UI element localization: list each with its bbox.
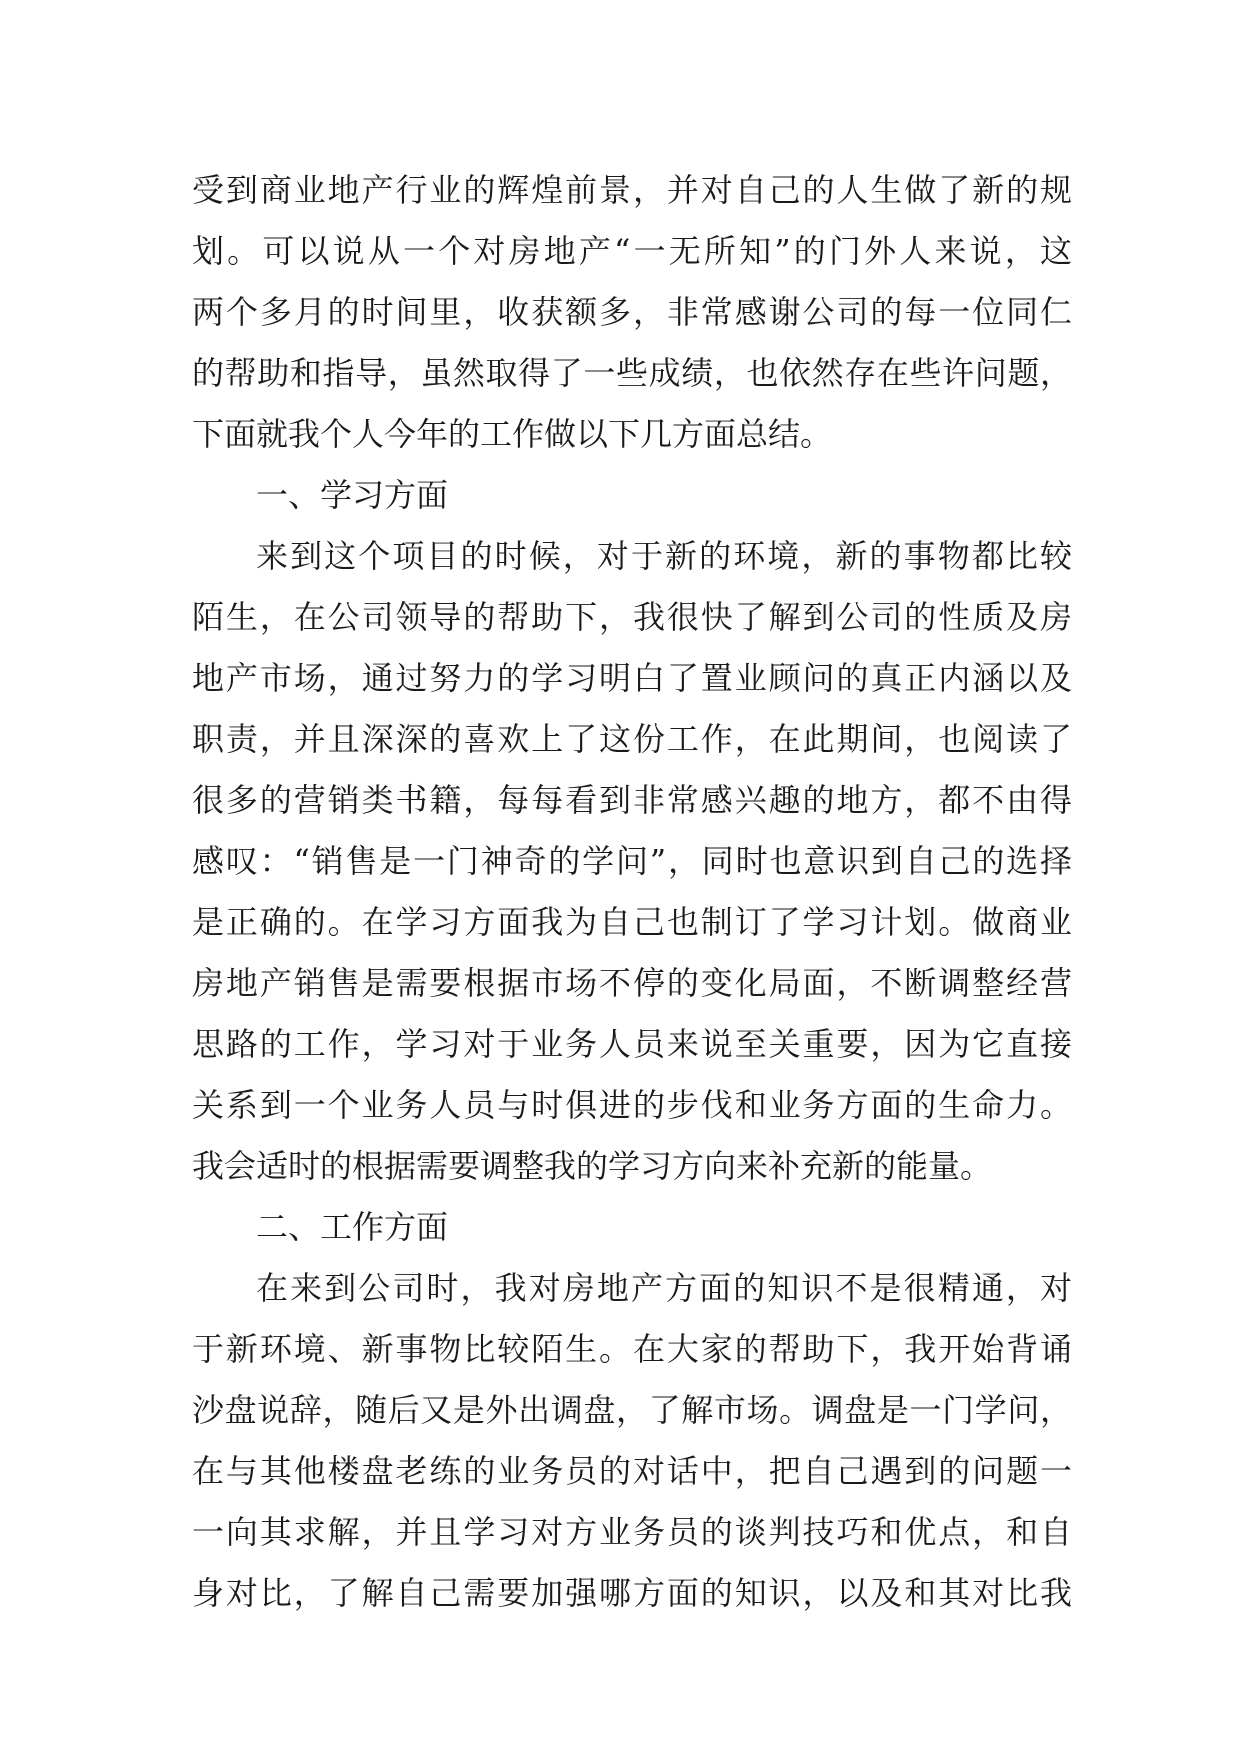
text-line: 划。可以说从一个对房地产“一无所知”的门外人来说，这 <box>192 232 1072 270</box>
text-line: 很多的营销类书籍，每每看到非常感兴趣的地方，都不由得 <box>192 781 1072 819</box>
text-line: 职责，并且深深的喜欢上了这份工作，在此期间，也阅读了 <box>192 720 1072 758</box>
text-line: 于新环境、新事物比较陌生。在大家的帮助下，我开始背诵 <box>192 1330 1072 1368</box>
text-line: 在来到公司时，我对房地产方面的知识不是很精通，对 <box>256 1269 1072 1307</box>
text-line: 陌生，在公司领导的帮助下，我很快了解到公司的性质及房 <box>192 598 1072 636</box>
text-line: 房地产销售是需要根据市场不停的变化局面，不断调整经营 <box>192 964 1072 1002</box>
text-line: 一向其求解，并且学习对方业务员的谈判技巧和优点，和自 <box>192 1513 1072 1551</box>
text-line: 思路的工作，学习对于业务人员来说至关重要，因为它直接 <box>192 1025 1072 1063</box>
text-line: 身对比，了解自己需要加强哪方面的知识，以及和其对比我 <box>192 1574 1072 1612</box>
document-page <box>192 160 1072 1624</box>
text-line: 是正确的。在学习方面我为自己也制订了学习计划。做商业 <box>192 903 1072 941</box>
section-heading-study: 一、学习方面 <box>256 476 449 514</box>
text-line: 关系到一个业务人员与时俱进的步伐和业务方面的生命力。 <box>192 1086 1072 1124</box>
text-line: 沙盘说辞，随后又是外出调盘，了解市场。调盘是一门学问， <box>192 1391 1072 1429</box>
text-line: 两个多月的时间里，收获额多，非常感谢公司的每一位同仁 <box>192 293 1072 331</box>
text-line: 受到商业地产行业的辉煌前景，并对自己的人生做了新的规 <box>192 171 1072 209</box>
text-line: 来到这个项目的时候，对于新的环境，新的事物都比较 <box>256 537 1072 575</box>
text-line: 的帮助和指导，虽然取得了一些成绩，也依然存在些许问题， <box>192 354 1072 392</box>
section-heading-work: 二、工作方面 <box>256 1208 449 1246</box>
text-line: 下面就我个人今年的工作做以下几方面总结。 <box>192 415 833 453</box>
text-line: 我会适时的根据需要调整我的学习方向来补充新的能量。 <box>192 1147 993 1185</box>
text-line: 在与其他楼盘老练的业务员的对话中，把自己遇到的问题一 <box>192 1452 1072 1490</box>
text-line: 地产市场，通过努力的学习明白了置业顾问的真正内涵以及 <box>192 659 1072 697</box>
text-line: 感叹：“销售是一门神奇的学问”，同时也意识到自己的选择 <box>192 842 1072 880</box>
